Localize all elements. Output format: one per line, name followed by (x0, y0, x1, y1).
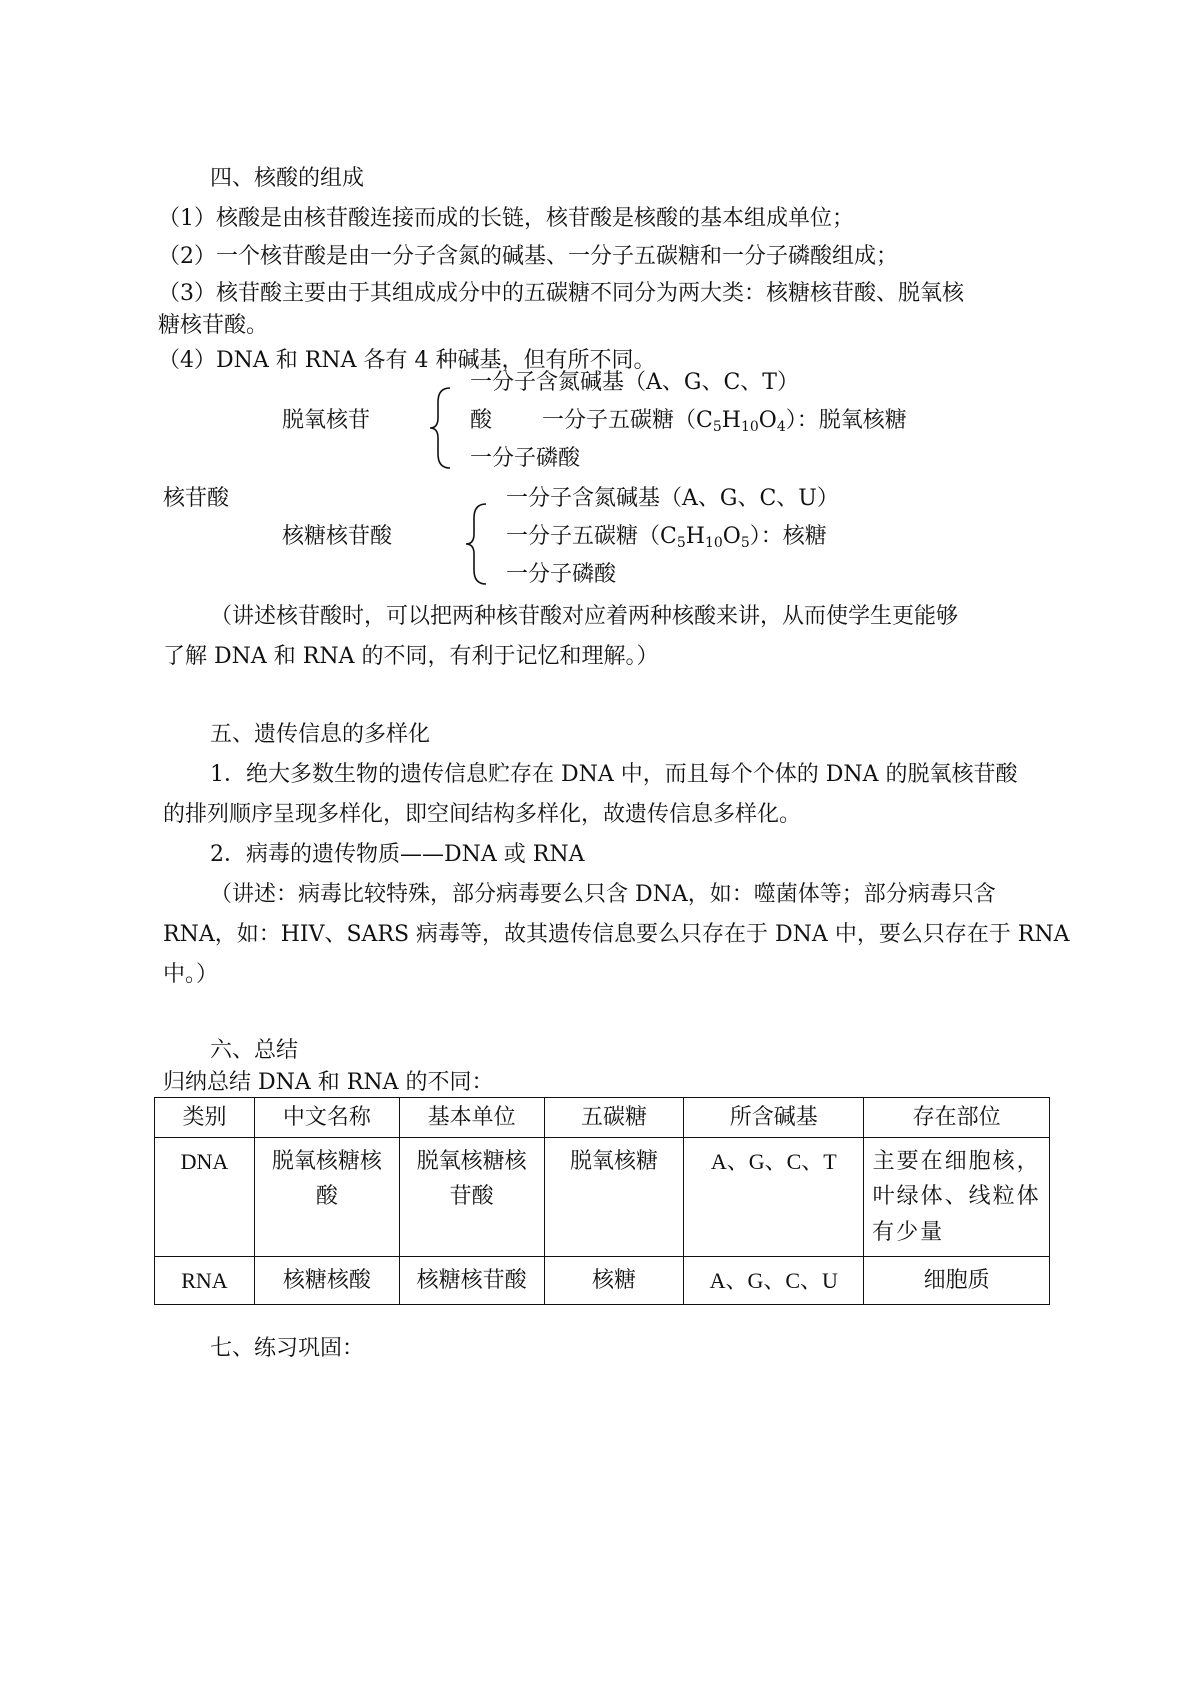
table-cell: A、G、C、U (684, 1256, 864, 1304)
table-row (155, 1256, 1050, 1304)
section7-heading: 七、练习巩固： (210, 1336, 365, 1361)
deoxy-phosphate: 一分子磷酸 (470, 446, 581, 471)
section4-point-1: （1）核酸是由核苷酸连接而成的长链，核苷酸是核酸的基本组成单位； (158, 206, 854, 231)
dna-rna-comparison-table (154, 1097, 1050, 1305)
table-header-cell: 基本单位 (399, 1098, 544, 1138)
section4-point-4: （4）DNA 和 RNA 各有 4 种碱基，但有所不同。 (158, 348, 656, 373)
table-cell: 核糖核酸 (254, 1256, 399, 1304)
deoxy-sugar: 一分子五碳糖$(C_5H_{10}O_4)$：脱氧核糖 (542, 408, 907, 435)
table-header-cell: 类别 (155, 1098, 255, 1138)
section5-point-2: 2．病毒的遗传物质——DNA 或 RNA (210, 842, 585, 867)
section5-note-c: 中。） (163, 962, 219, 987)
ribo-brace-icon (464, 502, 490, 586)
ribo-base: 一分子含氮碱基（A、G、C、U） (506, 486, 839, 511)
table-header-cell: 所含碱基 (684, 1098, 864, 1138)
table-row (155, 1138, 1050, 1257)
table-cell: 主要在细胞核，叶绿体、线粒体有少量 (864, 1138, 1050, 1257)
ribo-label: 核糖核苷酸 (282, 524, 393, 549)
section6-intro: 归纳总结 DNA 和 RNA 的不同： (163, 1070, 494, 1095)
table-cell: DNA (155, 1138, 255, 1257)
table-cell: RNA (155, 1256, 255, 1304)
section5-point-1b: 的排列顺序呈现多样化，即空间结构多样化，故遗传信息多样化。 (163, 802, 802, 827)
table-cell: 核糖核苷酸 (399, 1256, 544, 1304)
table-cell: 脱氧核糖核苷酸 (399, 1138, 544, 1257)
section4-point-3b: 糖核苷酸。 (158, 313, 269, 338)
table-cell: 细胞质 (864, 1256, 1050, 1304)
ribo-phosphate: 一分子磷酸 (506, 562, 617, 587)
section5-heading: 五、遗传信息的多样化 (210, 722, 431, 747)
section4-point-2: （2）一个核苷酸是由一分子含氮的碱基、一分子五碳糖和一分子磷酸组成； (158, 244, 898, 269)
table-cell: A、G、C、T (684, 1138, 864, 1257)
table-header-row (155, 1098, 1050, 1138)
section5-note-b: RNA，如：HIV、SARS 病毒等，故其遗传信息要么只存在于 DNA 中，要么只存在于 RNA (163, 922, 1070, 947)
note1-line-a: （讲述核苷酸时，可以把两种核苷酸对应着两种核酸来讲，从而使学生更能够 (210, 604, 959, 629)
note1-line-b: 了解 DNA 和 RNA 的不同，有利于记忆和理解。） (163, 644, 659, 669)
section4-heading: 四、核酸的组成 (210, 166, 365, 191)
ribo-sugar: 一分子五碳糖$(C_5H_{10}O_5)$：核糖 (506, 524, 827, 551)
deoxy-base: 一分子含氮碱基（A、G、C、T） (470, 370, 799, 395)
diagram-root-label: 核苷酸 (163, 486, 230, 511)
table-cell: 核糖 (544, 1256, 684, 1304)
deoxy-label: 脱氧核苷 (282, 408, 371, 433)
section5-note-a: （讲述：病毒比较特殊，部分病毒要么只含 DNA，如：噬菌体等；部分病毒只含 (210, 882, 996, 907)
deoxy-brace-icon (428, 386, 454, 470)
table-cell: 脱氧核糖核酸 (254, 1138, 399, 1257)
section5-point-1a: 1．绝大多数生物的遗传信息贮存在 DNA 中，而且每个个体的 DNA 的脱氧核苷酸 (210, 762, 1018, 787)
deoxy-label-continuation: 酸 (470, 408, 493, 433)
table-header-cell: 存在部位 (864, 1098, 1050, 1138)
section4-point-3a: （3）核苷酸主要由于其组成成分中的五碳糖不同分为两大类：核糖核苷酸、脱氧核 (158, 281, 964, 306)
table-header-cell: 五碳糖 (544, 1098, 684, 1138)
table-header-cell: 中文名称 (254, 1098, 399, 1138)
section6-heading: 六、总结 (210, 1038, 299, 1063)
table-cell: 脱氧核糖 (544, 1138, 684, 1257)
